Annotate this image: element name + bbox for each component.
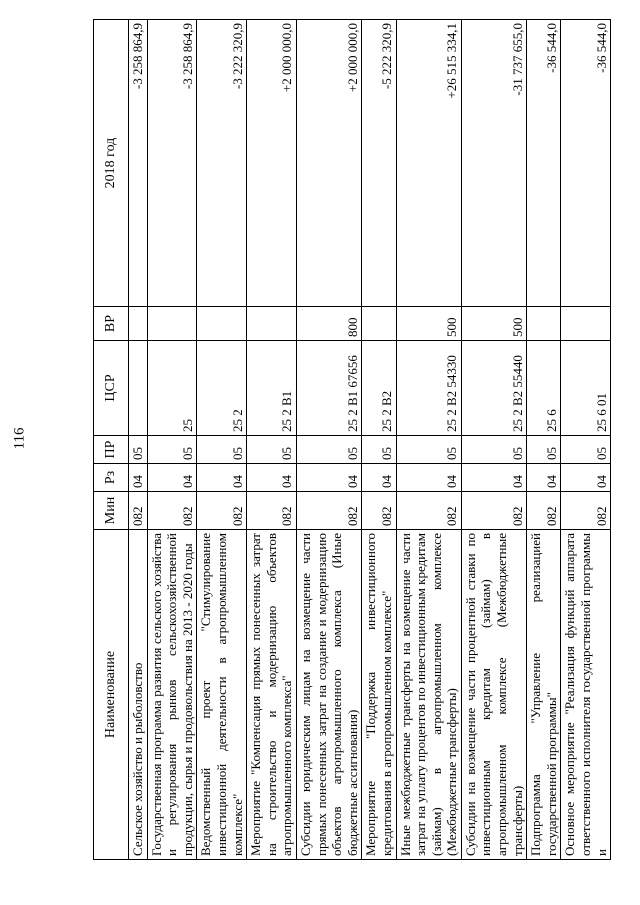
row-min: 082 bbox=[461, 492, 526, 530]
row-amount: -3 258 864,9 bbox=[147, 20, 197, 307]
table-row bbox=[197, 20, 247, 860]
row-csr: 25 6 bbox=[527, 341, 561, 436]
row-csr: 25 2 В1 67656 bbox=[296, 341, 361, 436]
row-rz: 04 bbox=[147, 464, 197, 492]
row-csr: 25 2 bbox=[197, 341, 247, 436]
row-pr: 05 bbox=[197, 436, 247, 464]
row-vr: 500 bbox=[461, 307, 526, 341]
table-row bbox=[129, 20, 148, 860]
row-pr: 05 bbox=[296, 436, 361, 464]
header-pr: ПР bbox=[94, 436, 129, 464]
rotated-page-content bbox=[93, 20, 640, 860]
row-pr: 05 bbox=[461, 436, 526, 464]
row-pr: 05 bbox=[129, 436, 148, 464]
row-pr: 05 bbox=[396, 436, 461, 464]
table-header-row bbox=[94, 20, 129, 860]
row-rz: 04 bbox=[247, 464, 297, 492]
row-rz: 04 bbox=[396, 464, 461, 492]
row-amount: -3 222 320,9 bbox=[197, 20, 247, 307]
row-amount: -36 544,0 bbox=[527, 20, 561, 307]
row-pr: 05 bbox=[561, 436, 611, 464]
row-vr bbox=[197, 307, 247, 341]
row-rz: 04 bbox=[296, 464, 361, 492]
row-min: 082 bbox=[362, 492, 396, 530]
header-min: Мин bbox=[94, 492, 129, 530]
header-vr: ВР bbox=[94, 307, 129, 341]
row-csr: 25 bbox=[147, 341, 197, 436]
row-rz: 04 bbox=[362, 464, 396, 492]
row-name: Мероприятие "Поддержка инвестиционного кредитования в агропромышленном комплексе" bbox=[362, 530, 396, 860]
row-vr bbox=[247, 307, 297, 341]
row-pr: 05 bbox=[147, 436, 197, 464]
row-rz: 04 bbox=[527, 464, 561, 492]
row-min: 082 bbox=[396, 492, 461, 530]
row-vr: 500 bbox=[396, 307, 461, 341]
row-pr: 05 bbox=[527, 436, 561, 464]
row-name: Основное мероприятие "Реализация функций аппарата ответственного исполнителя государственной программы и bbox=[561, 530, 611, 860]
row-min: 082 bbox=[561, 492, 611, 530]
row-amount: -5 222 320,9 bbox=[362, 20, 396, 307]
header-name: Наименование bbox=[94, 530, 129, 860]
row-amount: -3 258 864,9 bbox=[129, 20, 148, 307]
page-number: 116 bbox=[11, 427, 28, 450]
table-row bbox=[362, 20, 396, 860]
row-min: 082 bbox=[147, 492, 197, 530]
row-csr: 25 2 В2 bbox=[362, 341, 396, 436]
row-min: 082 bbox=[129, 492, 148, 530]
row-vr: 800 bbox=[296, 307, 361, 341]
row-pr: 05 bbox=[247, 436, 297, 464]
row-name: Мероприятие "Компенсация прямых понесенных затрат на строительство и модернизацию объектов агропромышленного комплекса" bbox=[247, 530, 297, 860]
table-row bbox=[147, 20, 197, 860]
row-name: Иные межбюджетные трансферты на возмещение части затрат на уплату процентов по инвестиционным кредитам (займам) в агропромышленном комплексе (Межбюджетные трансферты) bbox=[396, 530, 461, 860]
row-vr bbox=[362, 307, 396, 341]
row-min: 082 bbox=[197, 492, 247, 530]
row-pr: 05 bbox=[362, 436, 396, 464]
row-name: Подпрограмма "Управление реализацией государственной программы" bbox=[527, 530, 561, 860]
row-csr: 25 2 В2 54330 bbox=[396, 341, 461, 436]
row-csr bbox=[129, 341, 148, 436]
table-row bbox=[527, 20, 561, 860]
row-rz: 04 bbox=[129, 464, 148, 492]
row-csr: 25 2 В2 55440 bbox=[461, 341, 526, 436]
row-rz: 04 bbox=[561, 464, 611, 492]
row-name: Государственная программа развития сельского хозяйства и регулирования рынков сельскохозяйственной продукции, сырья и продовольствия на 2013 - 2020 годы bbox=[147, 530, 197, 860]
table-row bbox=[396, 20, 461, 860]
row-vr bbox=[527, 307, 561, 341]
row-rz: 04 bbox=[197, 464, 247, 492]
row-amount: +26 515 334,1 bbox=[396, 20, 461, 307]
row-name: Ведомственный проект "Стимулирование инвестиционной деятельности в агропромышленном комплексе" bbox=[197, 530, 247, 860]
header-csr: ЦСР bbox=[94, 341, 129, 436]
row-amount: +2 000 000,0 bbox=[247, 20, 297, 307]
row-csr: 25 2 В1 bbox=[247, 341, 297, 436]
row-min: 082 bbox=[527, 492, 561, 530]
row-name: Субсидии на возмещение части процентной ставки по инвестиционным кредитам (займам) в агропромышленном комплексе (Межбюджетные трансферты) bbox=[461, 530, 526, 860]
table-row bbox=[296, 20, 361, 860]
row-min: 082 bbox=[296, 492, 361, 530]
header-year: 2018 год bbox=[94, 20, 129, 307]
row-amount: -31 737 655,0 bbox=[461, 20, 526, 307]
header-rz: Рз bbox=[94, 464, 129, 492]
row-rz: 04 bbox=[461, 464, 526, 492]
row-amount: +2 000 000,0 bbox=[296, 20, 361, 307]
row-csr: 25 6 01 bbox=[561, 341, 611, 436]
row-vr bbox=[129, 307, 148, 341]
budget-table bbox=[93, 19, 611, 860]
table-row bbox=[247, 20, 297, 860]
row-vr bbox=[561, 307, 611, 341]
row-name: Субсидии юридическим лицам на возмещение части прямых понесенных затрат на создание и модернизацию объектов агропромышленного комплекса (Иные бюджетные ассигнования) bbox=[296, 530, 361, 860]
table-row bbox=[561, 20, 611, 860]
row-min: 082 bbox=[247, 492, 297, 530]
row-amount: -36 544,0 bbox=[561, 20, 611, 307]
row-name: Сельское хозяйство и рыболовство bbox=[129, 530, 148, 860]
row-vr bbox=[147, 307, 197, 341]
table-row bbox=[461, 20, 526, 860]
